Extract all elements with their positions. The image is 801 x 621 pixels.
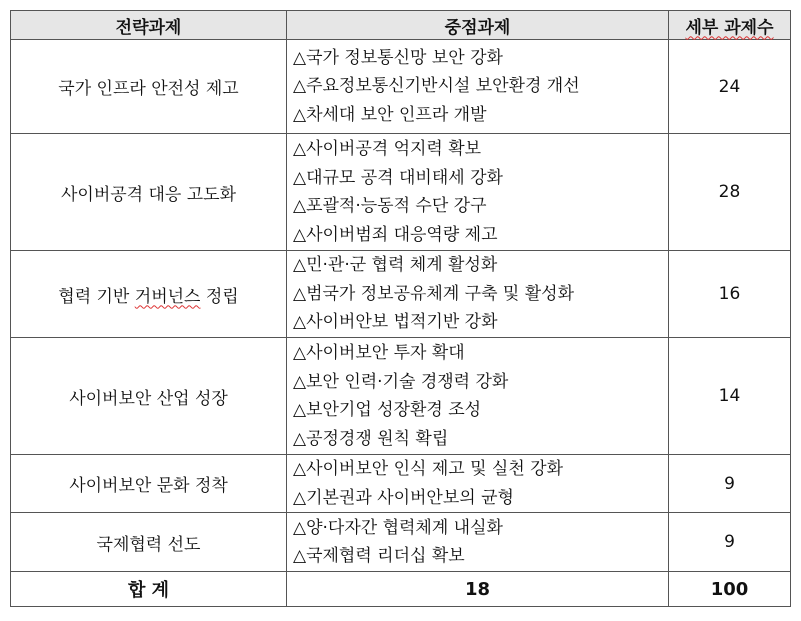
total-count: 100	[669, 572, 791, 607]
header-focus: 중점과제	[287, 11, 669, 40]
focus-item: △사이버보안 인식 제고 및 실천 강화	[293, 459, 564, 479]
focus-item: △국제협력 리더십 확보	[293, 546, 465, 566]
table-row	[11, 513, 791, 572]
focus-item: △사이버보안 투자 확대	[293, 343, 465, 363]
focus-item: △국가 정보통신망 보안 강화	[293, 47, 503, 68]
focus-item: △대규모 공격 대비태세 강화	[293, 167, 503, 188]
table-row	[11, 455, 791, 513]
count-cell: 24	[669, 40, 791, 134]
strategy-cell: 사이버보안 문화 정착	[11, 455, 287, 513]
focus-item: △사이버안보 법적기반 강화	[293, 312, 498, 333]
strategy-cell: 국가 인프라 안전성 제고	[11, 40, 287, 134]
focus-item: △포괄적·능동적 수단 강구	[293, 196, 487, 216]
focus-cell	[287, 134, 669, 251]
focus-item: △사이버범죄 대응역량 제고	[293, 224, 498, 245]
focus-item: △공정경쟁 원칙 확립	[293, 428, 449, 449]
strategy-cell: 협력 기반 거버넌스 정립	[11, 251, 287, 338]
total-focus: 18	[287, 572, 669, 607]
focus-cell	[287, 338, 669, 455]
table-row	[11, 338, 791, 455]
header-strategy: 전략과제	[11, 11, 287, 40]
total-label: 합 계	[11, 572, 287, 607]
count-cell: 9	[669, 455, 791, 513]
focus-cell	[287, 513, 669, 572]
focus-item: △보안기업 성장환경 조성	[293, 400, 482, 420]
table-row	[11, 251, 791, 338]
focus-item: △보안 인력·기술 경쟁력 강화	[293, 371, 509, 392]
focus-item: △민·관·군 협력 체계 활성화	[293, 255, 498, 276]
strategy-table	[10, 10, 791, 607]
header-count-text: 세부 과제수	[685, 17, 774, 38]
table-row	[11, 134, 791, 251]
strategy-cell: 사이버보안 산업 성장	[11, 338, 287, 455]
focus-item: △기본권과 사이버안보의 균형	[293, 487, 514, 508]
count-cell: 14	[669, 338, 791, 455]
focus-item: △범국가 정보공유체계 구축 및 활성화	[293, 283, 575, 304]
focus-item: △사이버공격 억지력 확보	[293, 139, 482, 159]
header-row	[11, 11, 791, 40]
focus-item: △차세대 보안 인프라 개발	[293, 104, 487, 125]
total-row	[11, 572, 791, 607]
count-cell: 9	[669, 513, 791, 572]
header-count	[669, 11, 791, 40]
strategy-cell: 사이버공격 대응 고도화	[11, 134, 287, 251]
focus-item: △주요정보통신기반시설 보안환경 개선	[293, 76, 580, 97]
focus-cell	[287, 251, 669, 338]
strategy-cell: 국제협력 선도	[11, 513, 287, 572]
table-row	[11, 40, 791, 134]
strategy-text: 거버넌스	[134, 286, 201, 307]
count-cell: 16	[669, 251, 791, 338]
focus-item: △양·다자간 협력체계 내실화	[293, 517, 503, 538]
focus-cell	[287, 40, 669, 134]
count-cell: 28	[669, 134, 791, 251]
focus-cell	[287, 455, 669, 513]
